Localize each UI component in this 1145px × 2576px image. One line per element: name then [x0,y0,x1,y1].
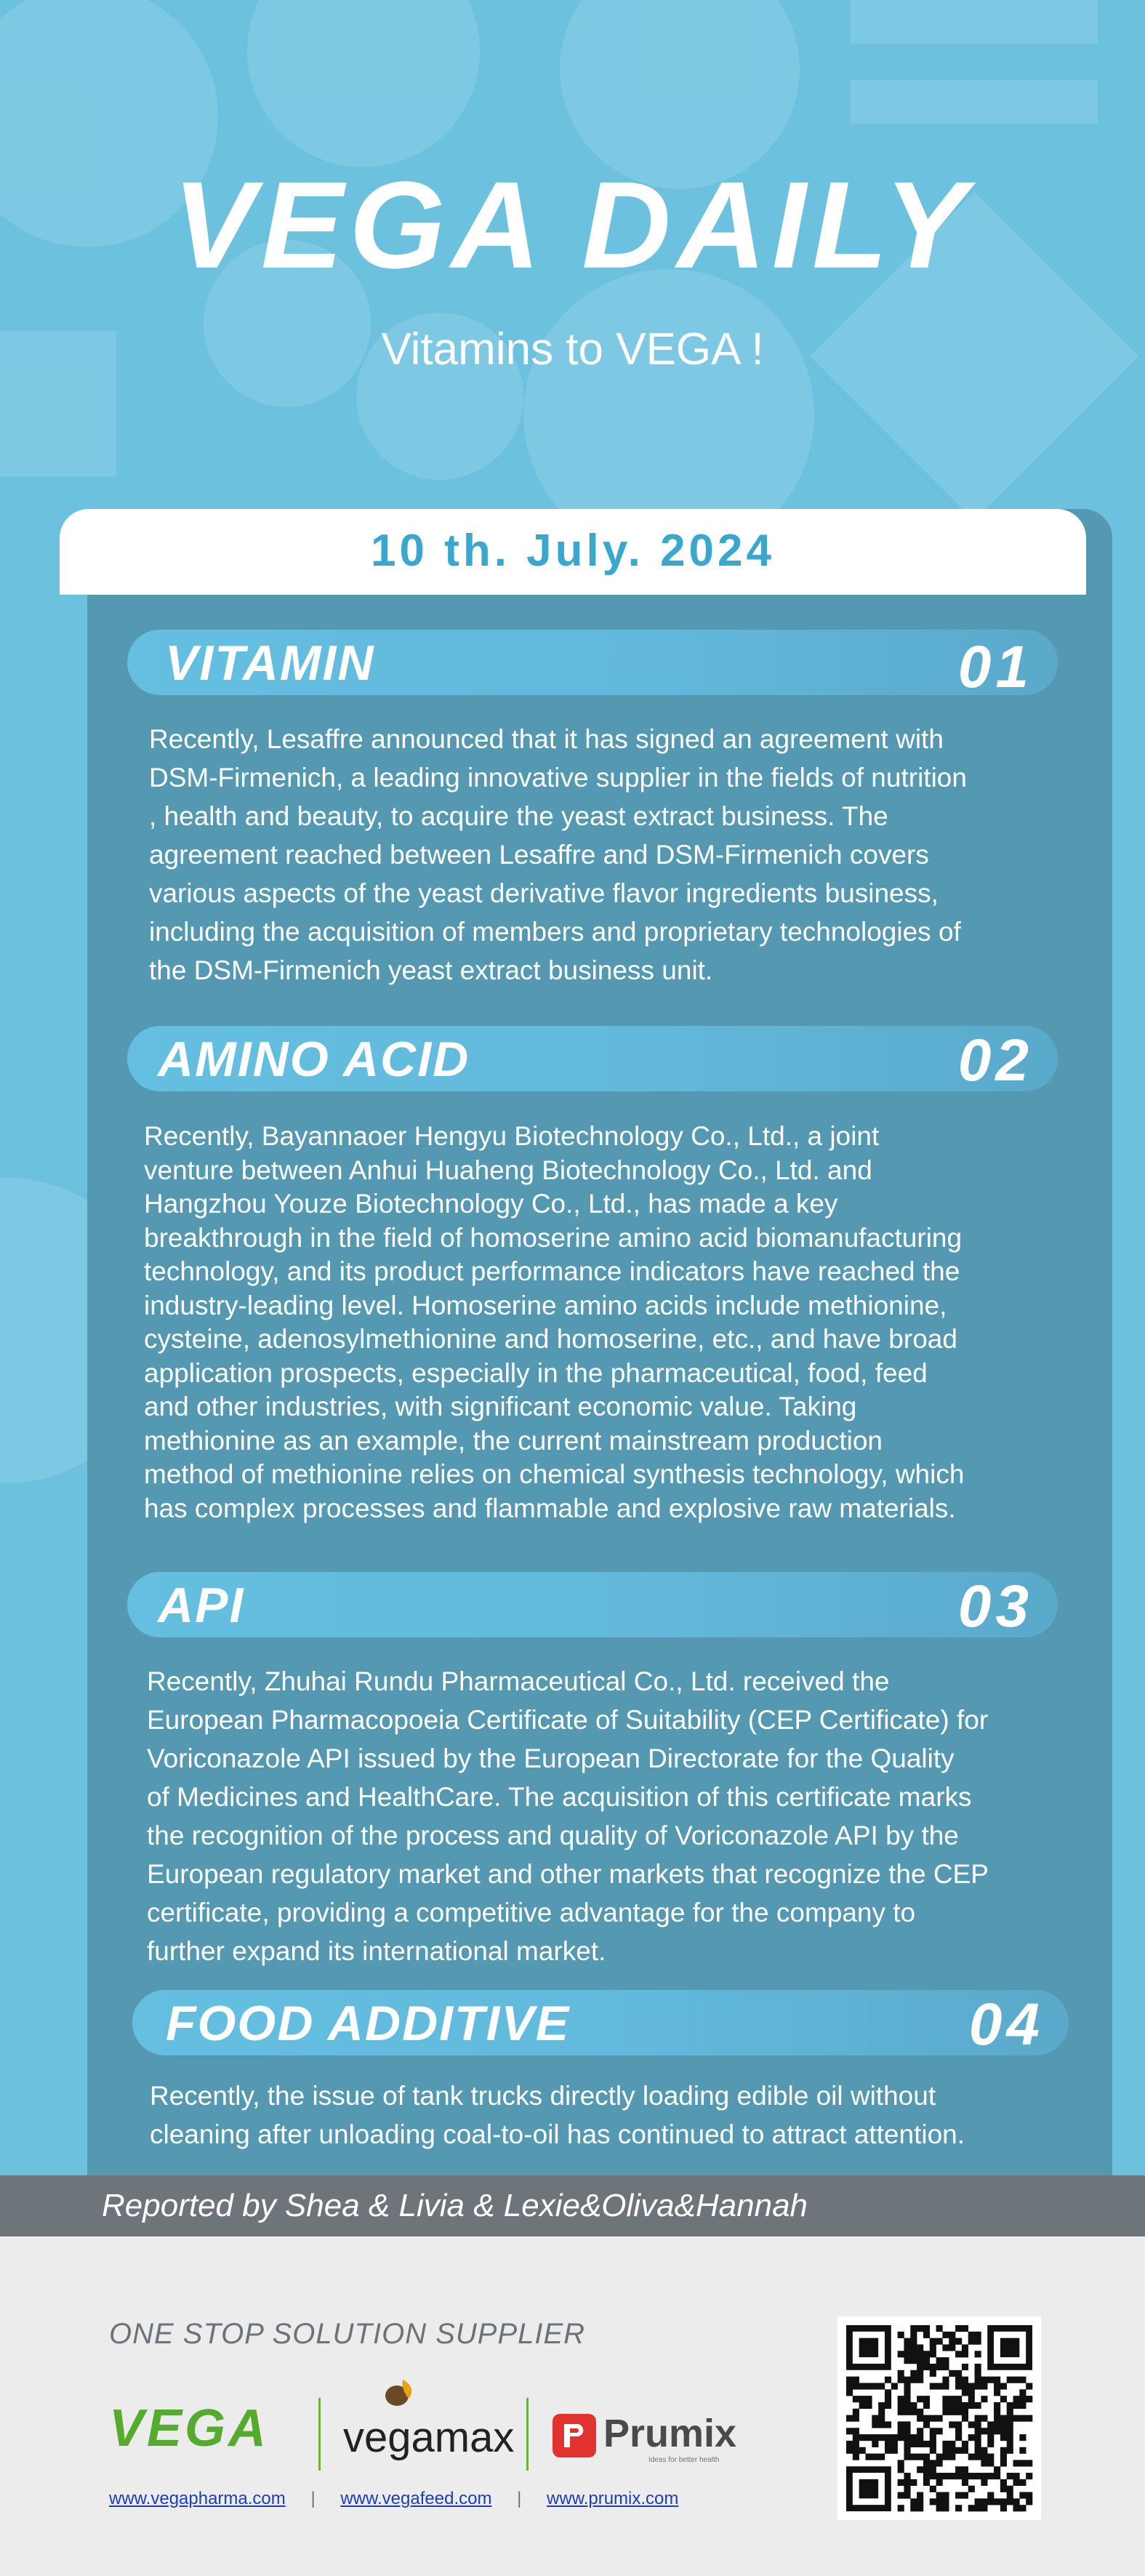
decor-bar [851,0,1098,44]
text-line: cysteine, adenosylmethionine and homoserine, etc., and have broad [144,1324,957,1354]
supplier-tagline: ONE STOP SOLUTION SUPPLIER [109,2318,586,2350]
text-line: Hangzhou Youze Biotechnology Co., Ltd., has made a key [144,1189,838,1219]
prumix-logo [553,2412,737,2471]
link-separator: | [310,2489,316,2508]
vegamax-wordmark: vegamax [343,2414,515,2461]
logo-divider [318,2398,321,2471]
reporter-bar [0,2175,1145,2236]
link-separator: | [517,2489,522,2508]
text-line: and other industries, with significant economic value. Taking [144,1392,857,1421]
text-line: the recognition of the process and quality of Voriconazole API by the [147,1821,959,1850]
text-line: has complex processes and flammable and explosive raw materials. [144,1493,956,1523]
vegamax-logo [343,2414,515,2461]
text-line: various aspects of the yeast derivative flavor ingredients business, [149,878,939,908]
text-line: including the acquisition of members and proprietary technologies of [149,917,961,947]
prumix-tagline: Ideas for better health [648,2456,720,2464]
text-line: cleaning after unloading coal-to-oil has continued to attract attention. [150,2119,965,2149]
prumix-wordmark: Prumix [603,2412,737,2455]
text-line: Recently, Lesaffre announced that it has signed an agreement with [149,724,944,754]
reporter-credits: Reported by Shea & Livia & Lexie&Oliva&Hannah [102,2188,808,2223]
logo-divider [526,2398,529,2471]
section-body-vitamin [149,720,1043,990]
section-header-amino-acid [127,1026,1058,1094]
link-prumix[interactable]: www.prumix.com [547,2489,679,2508]
text-line: , health and beauty, to acquire the yeast extract business. The [149,801,888,831]
text-line: methionine as an example, the current mainstream production [144,1425,883,1456]
section-header-vitamin [127,630,1058,700]
text-line: European Pharmacopoeia Certificate of Suitability (CEP Certificate) for [147,1705,989,1735]
prumix-logo-icon [553,2414,596,2457]
page-subtitle: Vitamins to VEGA ! [381,324,764,374]
section-number: 02 [957,1027,1033,1094]
section-number: 01 [957,634,1033,700]
text-line: European regulatory market and other markets that recognize the CEP [147,1859,989,1889]
section-body-food-additive [150,2077,1044,2154]
text-line: venture between Anhui Huaheng Biotechnology Co., Ltd. and [144,1155,872,1185]
text-line: DSM-Firmenich, a leading innovative supplier in the fields of nutrition [149,763,967,793]
decor-bar [851,80,1098,124]
issue-date: 10 th. July. 2024 [371,526,775,576]
section-header-api [127,1572,1058,1640]
text-line: agreement reached between Lesaffre and DSM-Firmenich covers [149,840,929,870]
text-line: application prospects, especially in the pharmaceutical, food, feed [144,1357,928,1388]
leaf-drop-icon [382,2377,422,2409]
text-line: certificate, providing a competitive advantage for the company to [147,1898,916,1927]
text-line: the DSM-Firmenich yeast extract business unit. [149,955,713,985]
decor-circle [247,0,480,167]
text-line: Recently, the issue of tank trucks directly loading edible oil without [150,2081,936,2111]
text-line: Recently, Zhuhai Rundu Pharmaceutical Co., Ltd. received the [147,1666,890,1696]
text-line: Voriconazole API issued by the European Directorate for the Quality [147,1744,955,1773]
qr-code-graphic [837,2316,1041,2520]
text-line: of Medicines and HealthCare. The acquisition of this certificate marks [147,1782,972,1812]
page-title: VEGA DAILY [172,156,973,294]
vega-logo: VEGA [109,2399,270,2457]
section-title: VITAMIN [165,635,375,691]
section-header-food-additive [132,1990,1069,2058]
section-title: API [158,1578,245,1633]
section-number: 04 [968,1991,1044,2058]
text-line: further expand its international market. [147,1936,606,1966]
section-number: 03 [957,1573,1033,1640]
section-body-amino-acid [144,1120,1038,1525]
section-body-api [147,1662,1041,1970]
link-vegafeed[interactable]: www.vegafeed.com [340,2489,492,2508]
text-line: Recently, Bayannaoer Hengyu Biotechnology Co., Ltd., a joint [144,1121,880,1151]
section-title: AMINO ACID [158,1032,470,1087]
link-vegapharma[interactable]: www.vegapharma.com [109,2489,286,2508]
section-title: FOOD ADDITIVE [166,1996,571,2051]
text-line: industry-leading level. Homoserine amino acids include methionine, [144,1290,947,1320]
footer [0,2236,1145,2576]
date-bar [60,509,1086,595]
text-line: technology, and its product performance indicators have reached the [144,1256,960,1286]
qr-code-icon [837,2316,1041,2520]
text-line: breakthrough in the field of homoserine amino acid biomanufacturing [144,1222,963,1253]
text-line: method of methionine relies on chemical synthesis technology, which [144,1459,965,1489]
website-links [109,2489,678,2509]
